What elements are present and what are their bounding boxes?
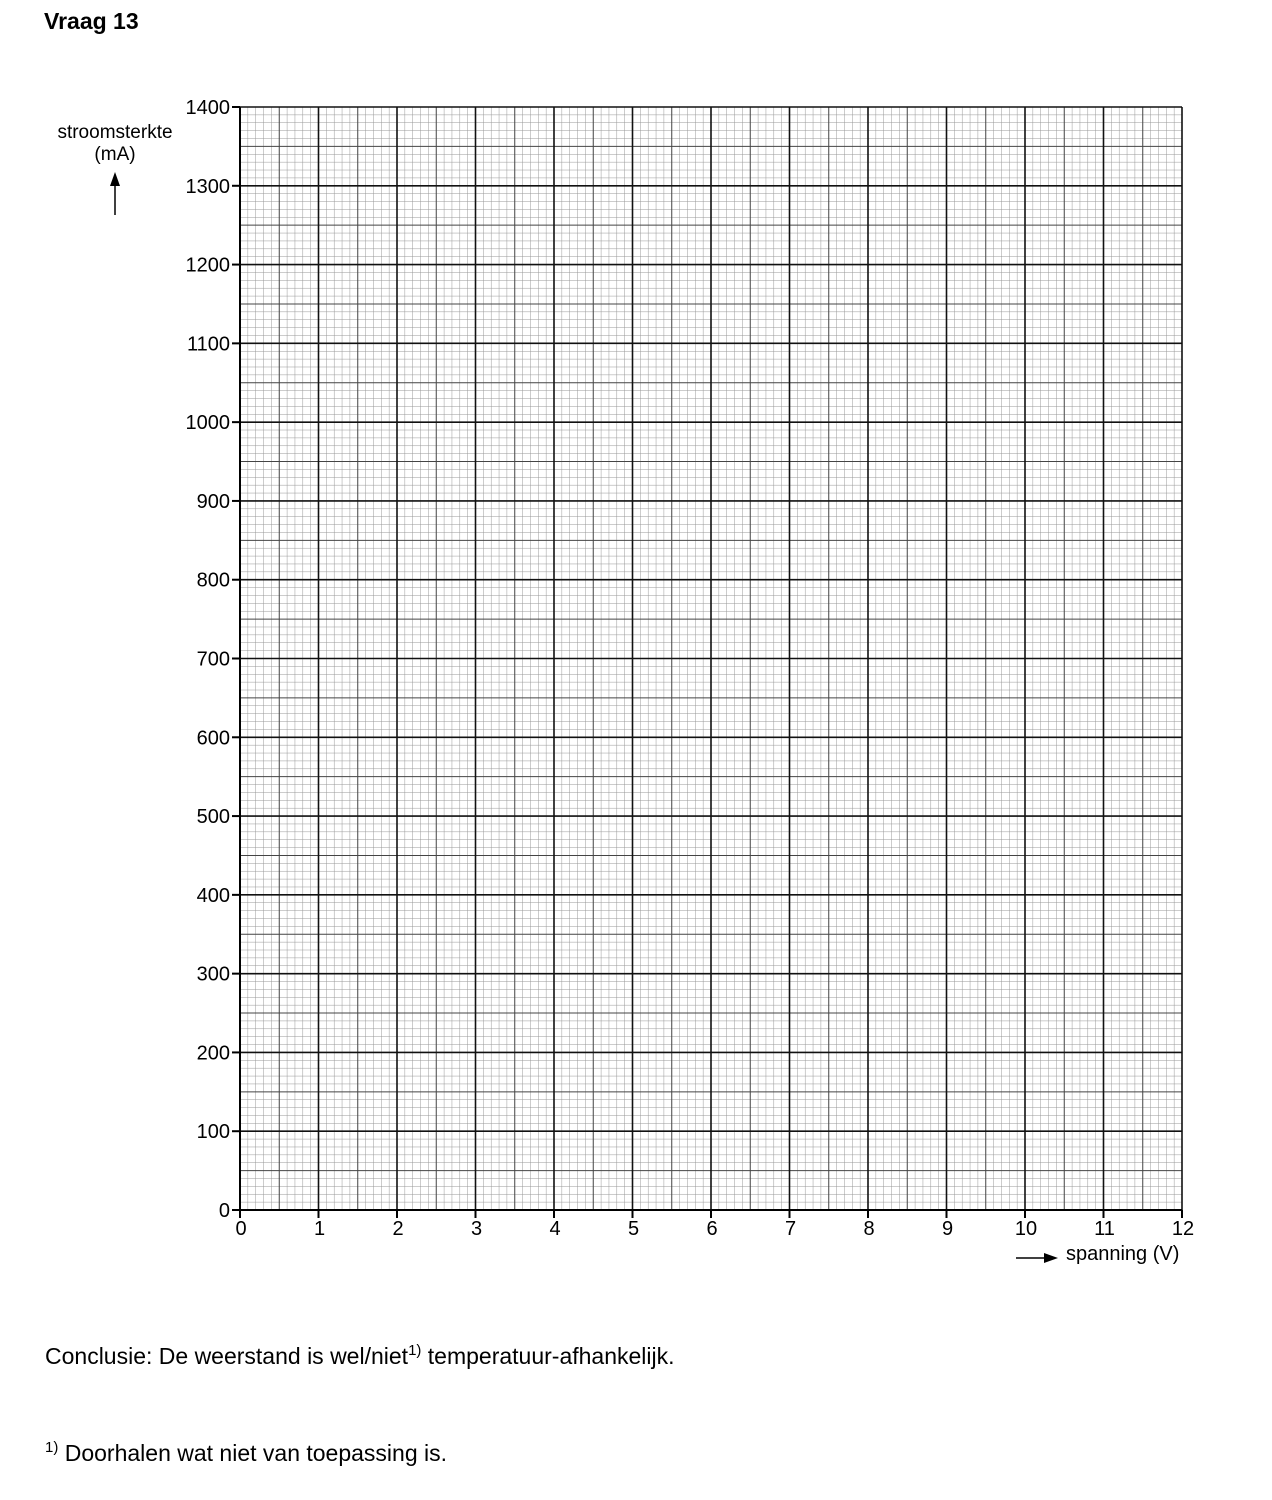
x-tick-label: 5 [627,1218,640,1240]
y-axis-arrow-head [110,172,120,186]
x-axis-arrow-head [1044,1253,1058,1263]
x-tick-label: 2 [392,1218,404,1240]
x-tick-label: 3 [470,1218,483,1240]
y-tick-label: 1100 [186,333,230,356]
y-tick-label: 1000 [185,412,230,435]
x-tick-label: 0 [235,1218,247,1240]
y-tick-label: 500 [196,806,230,829]
y-tick-label: 400 [196,884,230,907]
y-tick-label: 900 [196,490,230,513]
y-tick-label: 1400 [185,97,230,119]
x-tick-label: 12 [1171,1218,1195,1240]
x-tick-label: 11 [1094,1218,1115,1240]
footnote-mark: 1) [45,1439,59,1456]
y-axis-title: stroomsterkte [57,122,173,143]
x-tick-label: 4 [549,1218,561,1240]
x-tick-label: 10 [1014,1218,1038,1240]
question-title: Vraag 13 [44,8,139,34]
x-tick-labels [235,1210,1194,1240]
y-axis-unit: (mA) [94,144,136,165]
y-tick-labels [186,97,241,1222]
conclusion-prefix: Conclusie: De weerstand is wel/niet [45,1343,409,1369]
x-tick-label: 6 [706,1218,718,1240]
y-tick-label: 700 [196,648,230,671]
y-tick-label: 0 [218,1200,230,1222]
y-tick-label: 1300 [185,175,230,198]
y-tick-label: 600 [196,727,230,750]
x-tick-label: 8 [863,1218,875,1240]
conclusion-suffix: temperatuur-afhankelijk. [421,1343,675,1369]
x-tick-label: 7 [784,1218,797,1240]
y-tick-label: 300 [196,963,230,986]
conclusion-footnote-mark: 1) [408,1342,422,1359]
x-tick-label: 9 [941,1218,954,1240]
footnote [45,1440,447,1467]
footnote-text: Doorhalen wat niet van toepassing is. [58,1440,448,1466]
y-tick-label: 800 [196,569,230,592]
y-tick-label: 1200 [185,254,230,277]
x-axis-label: spanning (V) [1066,1243,1180,1265]
x-tick-label: 1 [313,1218,326,1240]
conclusion-text [45,1343,675,1370]
y-tick-label: 100 [196,1121,230,1144]
y-tick-label: 200 [196,1042,230,1065]
